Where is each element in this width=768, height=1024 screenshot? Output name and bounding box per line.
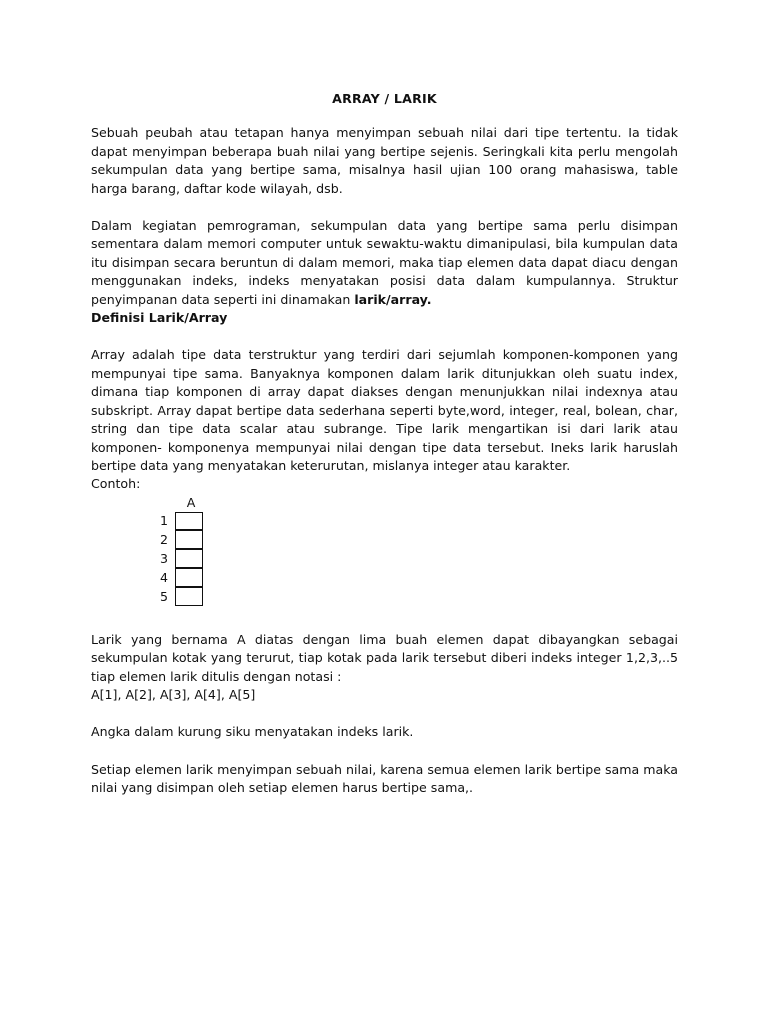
final-paragraph: Setiap elemen larik menyimpan sebuah nilai, karena semua elemen larik bertipe sama maka nilai yang disimpan oleh setiap elemen harus bertipe sama,. bbox=[91, 761, 678, 796]
array-row bbox=[160, 550, 203, 569]
array-cell-box bbox=[175, 512, 203, 530]
explanation-paragraph: Larik yang bernama A diatas dengan lima buah elemen dapat dibayangkan sebagai sekumpulan kotak yang terurut, tiap kotak pada larik tersebut diberi indeks integer 1,2,3,..5 tiap elemen larik ditulis dengan notasi : bbox=[91, 631, 678, 684]
array-cell-box bbox=[175, 530, 203, 549]
storage-paragraph-bold-term: larik/array. bbox=[354, 291, 432, 307]
array-index-label: 5 bbox=[160, 589, 169, 605]
array-index-label: 3 bbox=[160, 551, 169, 567]
array-row bbox=[160, 569, 203, 588]
storage-paragraph-text: Dalam kegiatan pemrograman, sekumpulan data yang bertipe sama perlu disimpan sementara dalam memori computer untuk sewaktu-waktu dimanipulasi, bila kumpulan data itu disimpan secara beruntun di dalam memori, maka tiap elemen data dapat diacu dengan menggunakan indeks, indeks menyatakan posisi data dalam kumpulannya. Struktur penyimpanan data seperti ini dinamakan bbox=[91, 218, 678, 307]
array-rows bbox=[160, 512, 203, 607]
array-row bbox=[160, 531, 203, 550]
document-title: ARRAY / LARIK bbox=[332, 91, 437, 106]
array-row bbox=[160, 588, 203, 607]
array-name-label: A bbox=[186, 494, 196, 510]
storage-paragraph bbox=[91, 217, 678, 309]
array-notation: A[1], A[2], A[3], A[4], A[5] bbox=[91, 686, 256, 702]
document-page bbox=[91, 90, 678, 798]
array-cell-box bbox=[175, 587, 203, 606]
definition-paragraph: Array adalah tipe data terstruktur yang terdiri dari sejumlah komponen-komponen yang mempunyai tipe sama. Banyaknya komponen dalam larik ditunjukkan oleh suatu index, dimana tiap komponen di array dapat diakses dengan menunjukkan nilai indexnya atau subskript. Array dapat bertipe data sederhana seperti byte,word, integer, real, bolean, char, string dan tipe data scalar atau subrange. Tipe larik mengartikan isi dari larik atau komponen- komponenya mempunyai nilai dengan tipe data tersebut. Ineks larik haruslah bertipe data yang menyatakan keterurutan, mislanya integer atau karakter. bbox=[91, 347, 678, 473]
array-index-label: 1 bbox=[160, 513, 169, 529]
array-cell-box bbox=[175, 549, 203, 568]
array-diagram bbox=[91, 494, 678, 612]
intro-paragraph: Sebuah peubah atau tetapan hanya menyimpan sebuah nilai dari tipe tertentu. Ia tidak dapat menyimpan beberapa buah nilai yang bertipe sejenis. Seringkali kita perlu mengolah sekumpulan data yang bertipe sama, misalnya hasil ujian 100 orang mahasiswa, table harga barang, daftar kode wilayah, dsb. bbox=[91, 125, 678, 196]
array-index-label: 4 bbox=[160, 570, 169, 586]
example-label: Contoh: bbox=[91, 476, 141, 492]
definition-heading: Definisi Larik/Array bbox=[91, 310, 228, 326]
array-cell-box bbox=[175, 568, 203, 587]
index-note: Angka dalam kurung siku menyatakan indeks larik. bbox=[91, 724, 414, 740]
array-row bbox=[160, 512, 203, 531]
array-index-label: 2 bbox=[160, 532, 169, 548]
